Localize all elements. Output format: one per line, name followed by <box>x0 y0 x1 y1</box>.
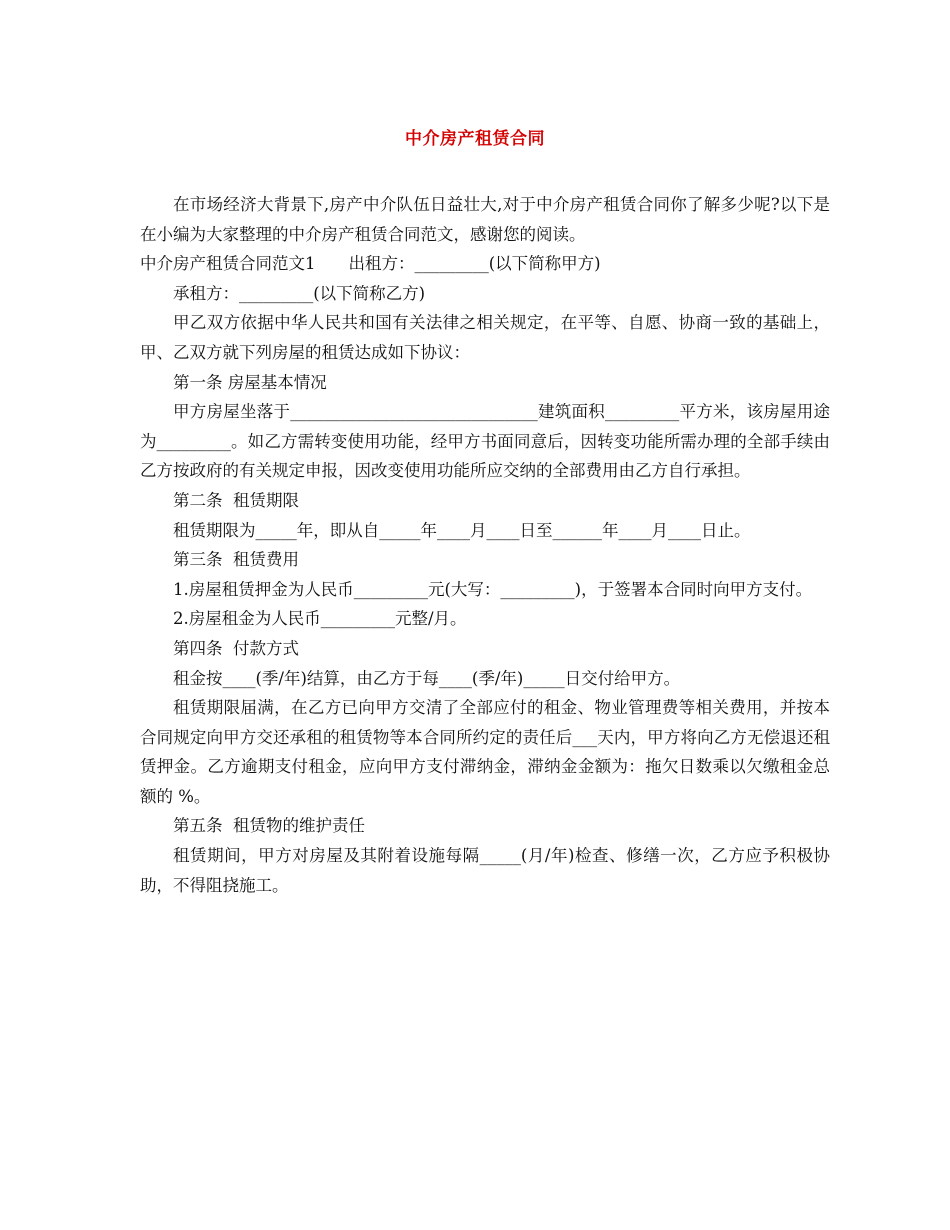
paragraph: 1.房屋租赁押金为人民币_________元(大写：_________)，于签署本合同时向甲方支付。 <box>173 579 813 599</box>
paragraph: 甲方房屋坐落于______________________________建筑面积_________平方米，该房屋用途为_________。如乙方需转变使用功能，经甲方书面同意后，因转变功能所需办理的全部手续由乙方按政府的有关规定申报，因改变使用功能所应交纳的全部费用由乙方自行承担。 <box>140 402 830 481</box>
document-title: 中介房产租赁合同 <box>405 129 545 149</box>
paragraph: 第四条 付款方式 <box>173 638 299 658</box>
document-body <box>140 190 830 900</box>
paragraph: 第一条 房屋基本情况 <box>173 372 327 392</box>
paragraph: 承租方：_________(以下简称乙方) <box>173 283 426 303</box>
paragraph: 中介房产租赁合同范文1 出租方：_________(以下简称甲方) <box>140 254 601 274</box>
paragraph: 租赁期限届满，在乙方已向甲方交清了全部应付的租金、物业管理费等相关费用，并按本合同规定向甲方交还承租的租赁物等本合同所约定的责任后___天内，甲方将向乙方无偿退还租赁押金。乙方逾期支付租金，应向甲方支付滞纳金，滞纳金金额为：拖欠日数乘以欠缴租金总额的 %。 <box>140 698 830 806</box>
paragraph: 在市场经济大背景下,房产中介队伍日益壮大,对于中介房产租赁合同你了解多少呢?以下是在小编为大家整理的中介房产租赁合同范文，感谢您的阅读。 <box>140 195 830 244</box>
paragraph: 租金按____(季/年)结算，由乙方于每____(季/年)_____日交付给甲方。 <box>173 668 681 688</box>
paragraph: 租赁期间，甲方对房屋及其附着设施每隔_____(月/年)检查、修缮一次，乙方应予积极协助，不得阻挠施工。 <box>140 846 830 895</box>
paragraph: 第二条 租赁期限 <box>173 490 299 510</box>
paragraph: 第五条 租赁物的维护责任 <box>173 816 365 836</box>
paragraph: 甲乙双方依据中华人民共和国有关法律之相关规定，在平等、自愿、协商一致的基础上，甲、乙双方就下列房屋的租赁达成如下协议： <box>140 313 830 362</box>
paragraph: 2.房屋租金为人民币_________元整/月。 <box>173 609 467 629</box>
paragraph: 第三条 租赁费用 <box>173 550 299 570</box>
paragraph: 租赁期限为_____年，即从自_____年____月____日至______年____月____日止。 <box>173 520 751 540</box>
